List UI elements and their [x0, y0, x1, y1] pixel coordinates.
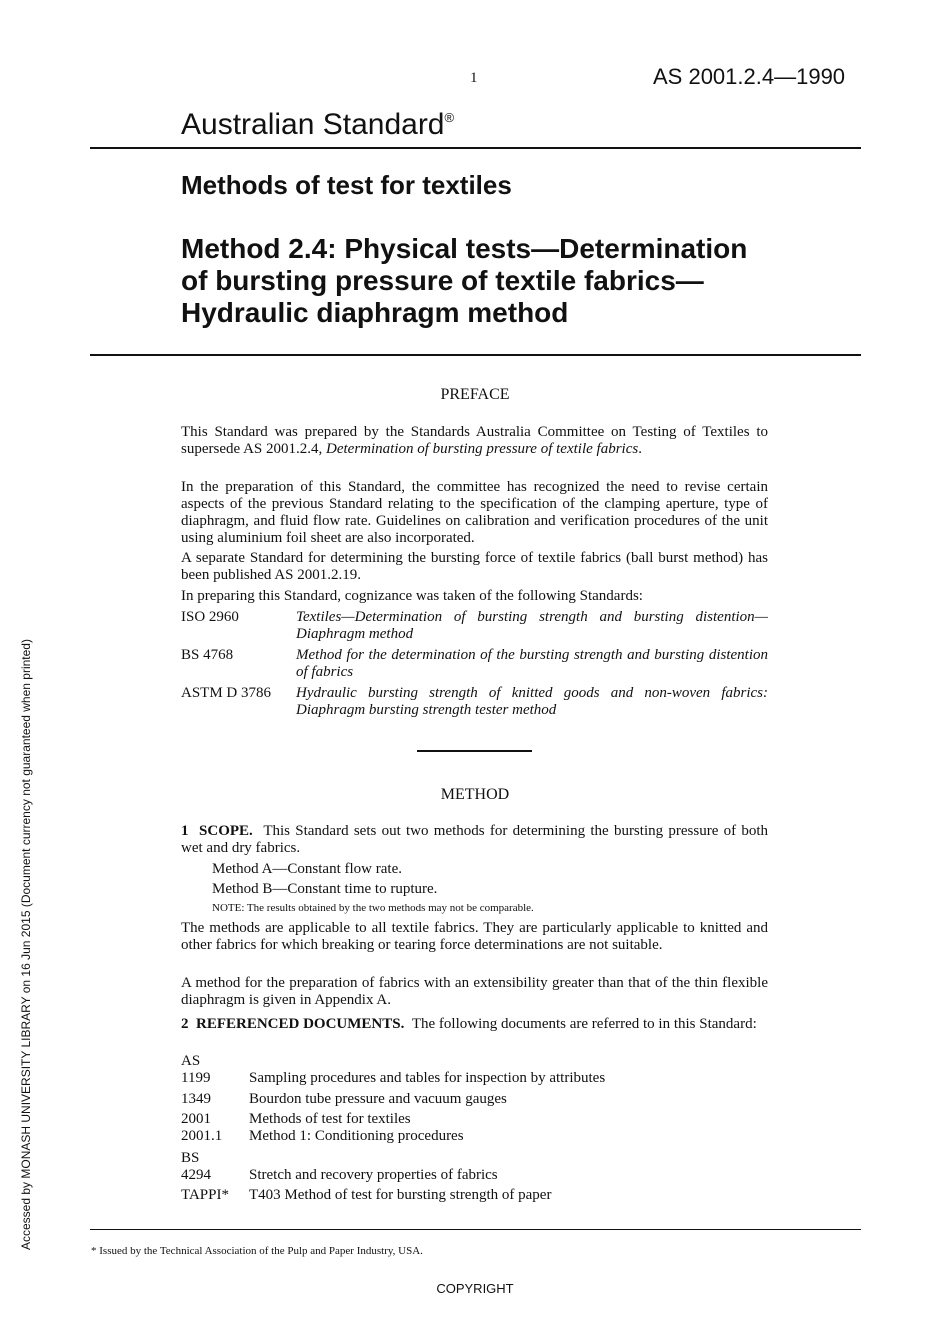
footnote-rule: [90, 1229, 861, 1230]
doc-title: Method 1: Conditioning procedures: [249, 1128, 464, 1144]
preface-p1-end: .: [638, 441, 642, 457]
method-a-item: Method A—Constant flow rate.: [212, 861, 402, 877]
document-title: [181, 233, 747, 329]
doc-title: Sampling procedures and tables for inspection by attributes: [249, 1070, 606, 1086]
preface-paragraph-1: [181, 424, 768, 458]
doc-row: [181, 1091, 507, 1108]
ref-number: 2: [181, 1016, 189, 1032]
preface-paragraph-4: In preparing this Standard, cognizance was taken of the following Standards:: [181, 588, 643, 604]
ref-text: The following documents are referred to in this Standard:: [411, 1016, 757, 1032]
brand-text: Australian Standard: [181, 108, 445, 141]
standard-row: [181, 685, 768, 719]
preface-paragraph-2: In the preparation of this Standard, the committee has recognized the need to revise certain aspects of the previous Standard relating to the specification of the clamping aperture, type of diaphragm, and fluid flow rate. Guidelines on calibration and verification procedures of the unit using aluminium foil sheet are also incorporated.: [181, 479, 768, 546]
doc-row: [181, 1128, 464, 1145]
method-b-item: Method B—Constant time to rupture.: [212, 881, 438, 897]
access-watermark: Accessed by MONASH UNIVERSITY LIBRARY on 16 Jun 2015 (Document currency not guaranteed when printed): [19, 639, 33, 1250]
doc-row: [181, 1167, 498, 1184]
standard-row: [181, 647, 768, 681]
footnote: * Issued by the Technical Association of the Pulp and Paper Industry, USA.: [91, 1245, 423, 1257]
doc-code: 2001: [181, 1111, 211, 1127]
appendix-paragraph: A method for the preparation of fabrics with an extensibility greater than that of the thin flexible diaphragm is given in Appendix A.: [181, 975, 768, 1008]
doc-row: [181, 1111, 411, 1128]
scope-text: This Standard sets out two methods for determining the bursting pressure of both wet and dry fabrics.: [181, 823, 769, 856]
standard-code: ASTM D 3786: [181, 685, 272, 701]
doc-row: [181, 1070, 605, 1087]
ref-title: REFERENCED DOCUMENTS.: [196, 1016, 405, 1032]
preface-p1-text: This Standard was prepared by the Standards Australia Committee on Testing of Textiles to supersede AS 2001.2.4,: [181, 424, 768, 457]
scope-number: 1: [181, 823, 189, 839]
title-line-2: of bursting pressure of textile fabrics—: [181, 265, 704, 296]
doc-title: Bourdon tube pressure and vacuum gauges: [249, 1091, 507, 1107]
preface-heading: PREFACE: [440, 386, 510, 403]
doc-code: 1199: [181, 1070, 211, 1086]
copyright-label: COPYRIGHT: [436, 1281, 514, 1296]
method-note: NOTE: The results obtained by the two methods may not be comparable.: [212, 902, 534, 914]
doc-title: Methods of test for textiles: [249, 1111, 411, 1127]
doc-code: 2001.1: [181, 1128, 223, 1144]
doc-row: [181, 1187, 551, 1204]
standard-code: BS 4768: [181, 647, 234, 663]
standard-code: ISO 2960: [181, 609, 239, 625]
standard-title: Hydraulic bursting strength of knitted goods and non-woven fabrics: Diaphragm bursting strength tester method: [296, 685, 768, 718]
standard-title: Method for the determination of the bursting strength and bursting distention of fabrics: [296, 647, 768, 680]
doc-title: T403 Method of test for bursting strength of paper: [249, 1187, 552, 1203]
doc-title: Stretch and recovery properties of fabrics: [249, 1167, 498, 1183]
top-rule: [90, 147, 861, 149]
scope-clause: [181, 823, 768, 857]
method-heading: METHOD: [440, 786, 510, 803]
doc-group-label: [181, 1053, 249, 1070]
title-line-1: Method 2.4: Physical tests—Determination: [181, 233, 748, 264]
brand-title: [181, 108, 454, 142]
doc-code: 1349: [181, 1091, 211, 1107]
document-id: AS 2001.2.4—1990: [653, 64, 846, 89]
preface-p1-cited-title: Determination of bursting pressure of textile fabrics: [326, 441, 639, 457]
series-title: Methods of test for textiles: [181, 170, 512, 200]
referenced-documents-clause: [181, 1016, 768, 1033]
standard-title: Textiles—Determination of bursting strength and bursting distention—Diaphragm method: [296, 609, 768, 642]
doc-group-label: [181, 1150, 249, 1167]
doc-code: TAPPI*: [181, 1187, 229, 1203]
preface-paragraph-3: A separate Standard for determining the bursting force of textile fabrics (ball burst method) has been published AS 2001.2.19.: [181, 550, 768, 583]
registered-mark: ®: [444, 110, 455, 125]
standard-row: [181, 609, 768, 643]
title-rule: [90, 354, 861, 356]
doc-code: AS: [181, 1053, 201, 1069]
applicability-paragraph: The methods are applicable to all textile fabrics. They are particularly applicable to knitted and other fabrics for which breaking or tearing force determinations are not suitable.: [181, 920, 768, 953]
page-number: 1: [470, 70, 478, 86]
scope-title: SCOPE.: [199, 823, 253, 839]
section-divider: [417, 750, 532, 752]
doc-code: 4294: [181, 1167, 211, 1183]
title-line-3: Hydraulic diaphragm method: [181, 297, 569, 328]
doc-code: BS: [181, 1150, 200, 1166]
